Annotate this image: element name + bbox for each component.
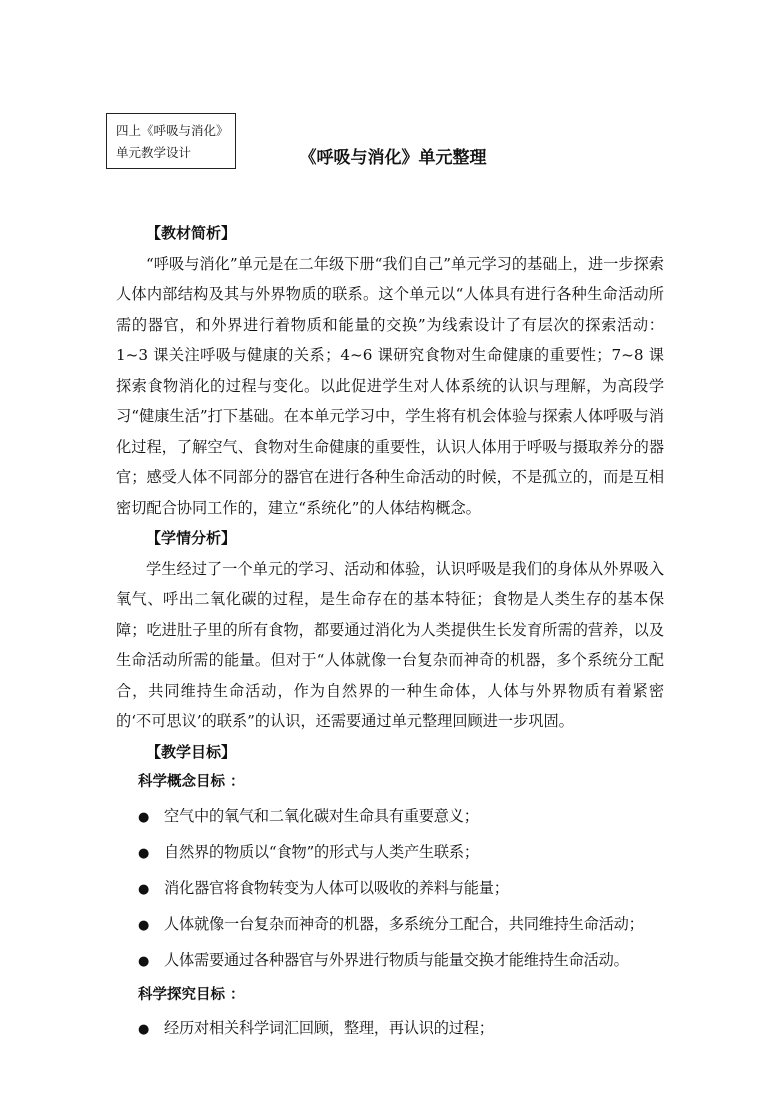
section-heading-goals: 【教学目标】 [146, 742, 237, 761]
list-item [116, 942, 664, 978]
list-item [116, 1010, 664, 1046]
bullet-icon: ● [138, 917, 150, 933]
inquiry-goals-list [116, 1010, 664, 1046]
bullet-icon: ● [138, 1022, 150, 1037]
list-item-text: 人体就像一台复杂而神奇的机器，多系统分工配合，共同维持生命活动； [164, 914, 644, 933]
document-body [116, 218, 664, 1046]
list-item-text: 消化器官将食物转变为人体可以吸收的养料与能量； [164, 878, 509, 897]
bullet-icon: ● [138, 809, 150, 825]
bullet-icon: ● [138, 845, 150, 861]
list-item-text: 经历对相关科学词汇回顾，整理，再认识的过程； [164, 1019, 494, 1037]
section-heading-students: 【学情分析】 [146, 529, 237, 547]
concept-goals-heading: 科学概念目标 ： [138, 774, 245, 790]
document-title: 《呼吸与消化》单元整理 [299, 148, 487, 168]
inquiry-goals-heading: 科学探究目标 ： [138, 986, 245, 1003]
list-item-text: 自然界的物质以“食物”的形式与人类产生联系； [164, 842, 479, 861]
list-item-text: 人体需要通过各种器官与外界进行物质与能量交换才能维持生命活动。 [164, 950, 629, 969]
list-item [116, 798, 664, 834]
unit-tag-line-2: 单元教学设计 [116, 145, 192, 160]
list-item [116, 906, 664, 942]
list-item [116, 834, 664, 870]
concept-goals-list [116, 798, 664, 978]
bullet-icon: ● [138, 953, 150, 969]
analysis-paragraph: “呼吸与消化”单元是在二年级下册“我们自己”单元学习的基础上，进一步探索人体内部结构及其与外界物质的联系。这个单元以“人体具有进行各种生命活动所需的器官，和外界进行着物质和能量的交换”为线索设计了有层次的探索活动：1~3 课关注呼吸与健康的关系；4~6 课研究食物对生命健康的重要性；7~8 课探索食物消化的过程与变化。以此促进学生对人体系统的认识与理解，为高段学习“健康生活”打下基础。在本单元学习中，学生将有机会体验与探索人体呼吸与消化过程，了解空气、食物对生命健康的重要性，认识人体用于呼吸与摄取养分的器官；感受人体不同部分的器官在进行各种生命活动的时候，不是孤立的，而是互相密切配合协同工作的，建立“系统化”的人体结构概念。 [116, 254, 664, 517]
bullet-icon: ● [138, 881, 150, 897]
list-item-text: 空气中的氧气和二氧化碳对生命具有重要意义； [164, 806, 479, 825]
students-paragraph: 学生经过了一个单元的学习、活动和体验，认识呼吸是我们的身体从外界吸入氧气、呼出二氧化碳的过程，是生命存在的基本特征；食物是人类生存的基本保障；吃进肚子里的所有食物，都要通过消化为人类提供生长发育所需的营养，以及生命活动所需的能量。但对于“人体就像一台复杂而神奇的机器，多个系统分工配合，共同维持生命活动，作为自然界的一种生命体，人体与外界物质有着紧密的‘不可思议’的联系”的认识，还需要通过单元整理回顾进一步巩固。 [116, 559, 664, 730]
unit-tag-line-1: 四上《呼吸与消化》 [116, 123, 229, 138]
section-heading-analysis: 【教材简析】 [146, 224, 237, 242]
list-item [116, 870, 664, 906]
